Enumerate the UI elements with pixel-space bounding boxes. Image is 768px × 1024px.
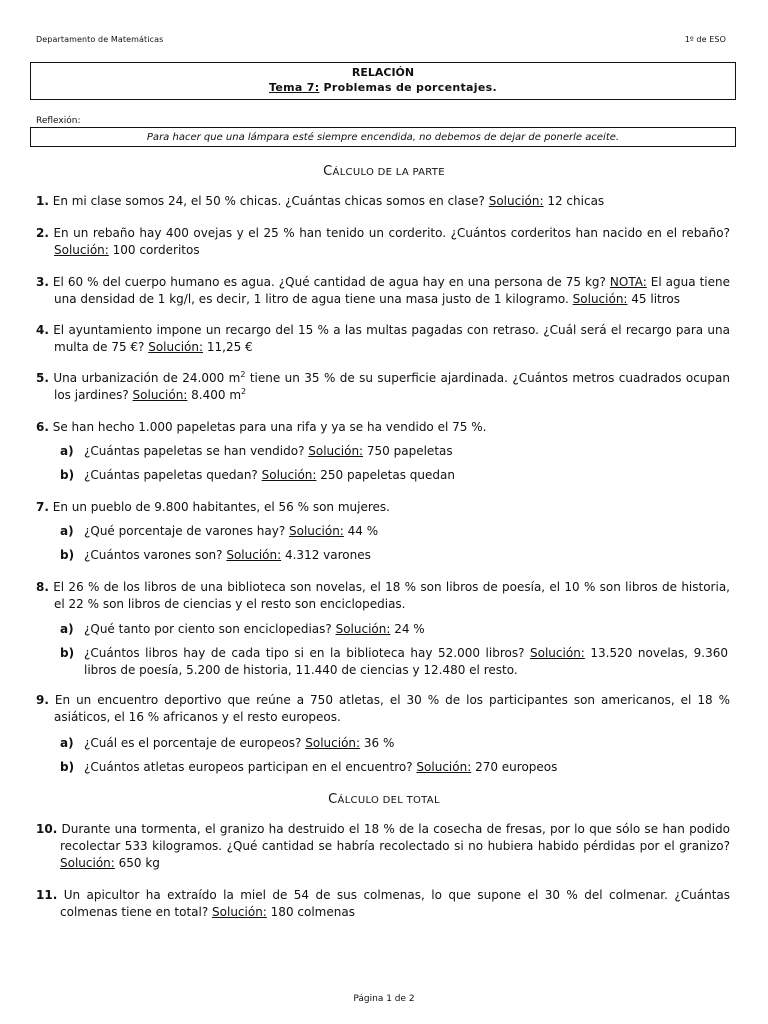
tema-label: Tema 7:	[269, 81, 320, 94]
problem-6b: b) ¿Cuántas papeletas quedan? Solución: 250 papeletas quedan	[60, 468, 455, 482]
problem-11: 11. Un apicultor ha extraído la miel de 54 de sus colmenas, lo que supone el 30 % del colmenar. ¿Cuántas colmenas tiene en total? Solución: 180 colmenas	[36, 888, 730, 919]
title-relacion: RELACIÓN	[351, 66, 415, 79]
header-course: 1º de ESO	[684, 35, 726, 44]
problem-5: 5. Una urbanización de 24.000 $m^2$ tiene un 35 % de su superficie ajardinada. ¿Cuántos metros cuadrados ocupan los jardines? Solución: 8.400 $m^2$	[36, 370, 730, 402]
reflection-box: Para hacer que una lámpara esté siempre encendida, no debemos de dejar de ponerle aceite.	[30, 127, 736, 147]
problem-6a: a) ¿Cuántas papeletas se han vendido? Solución: 750 papeletas	[60, 444, 453, 458]
problem-7b: b) ¿Cuántos varones son? Solución: 4.312 varones	[60, 548, 371, 562]
problem-8a: a) ¿Qué tanto por ciento son enciclopedias? Solución: 24 %	[60, 622, 425, 636]
header-department: Departamento de Matemáticas	[36, 35, 164, 44]
reflection-label: Reflexión:	[36, 116, 81, 126]
problem-9b: b) ¿Cuántos atletas europeos participan en el encuentro? Solución: 270 europeos	[60, 760, 558, 774]
title-tema	[31, 81, 735, 94]
tema-text: Problemas de porcentajes.	[319, 81, 497, 94]
problem-2: 2. En un rebaño hay 400 ovejas y el 25 % han tenido un corderito. ¿Cuántos corderitos han nacido en el rebaño? Solución: 100 corderitos	[36, 226, 730, 257]
problem-9a: a) ¿Cuál es el porcentaje de europeos? Solución: 36 %	[60, 736, 395, 750]
title-box	[30, 62, 736, 100]
problem-8b: b) ¿Cuántos libros hay de cada tipo si en la biblioteca hay 52.000 libros? Solución: 13.520 novelas, 9.360 libros de poesía, 5.200 de historia, 11.440 de ciencias y 12.480 el resto.	[60, 646, 728, 677]
problem-3: 3. El 60 % del cuerpo humano es agua. ¿Qué cantidad de agua hay en una persona de 75 kg? NOTA: El agua tiene una densidad de 1 kg/l, es decir, 1 litro de agua tiene una masa justo de 1 kilogramo. Solución: 45 litros	[36, 275, 730, 306]
page-footer: Página 1 de 2	[353, 994, 415, 1004]
section-calculo-parte: CÁLCULO DE LA PARTE	[323, 164, 445, 179]
problem-4: 4. El ayuntamiento impone un recargo del 15 % a las multas pagadas con retraso. ¿Cuál será el recargo para una multa de 75 €? Solución: 11,25 €	[36, 323, 730, 354]
section-calculo-total: CÁLCULO DEL TOTAL	[328, 792, 440, 807]
problem-7: 7. En un pueblo de 9.800 habitantes, el 56 % son mujeres.	[36, 500, 390, 514]
problem-7a: a) ¿Qué porcentaje de varones hay? Solución: 44 %	[60, 524, 379, 538]
problem-9: 9. En un encuentro deportivo que reúne a 750 atletas, el 30 % de los participantes son americanos, el 18 % asiáticos, el 16 % africanos y el resto europeos.	[36, 693, 730, 724]
problem-10: 10. Durante una tormenta, el granizo ha destruido el 18 % de la cosecha de fresas, por lo que sólo se han podido recolectar 533 kilogramos. ¿Qué cantidad se habría recolectado si no hubiera habido pérdidas por el granizo? Solución: 650 kg	[36, 822, 730, 870]
problem-6: 6. Se han hecho 1.000 papeletas para una rifa y ya se ha vendido el 75 %.	[36, 420, 487, 434]
problem-8: 8. El 26 % de los libros de una biblioteca son novelas, el 18 % son libros de poesía, el 10 % son libros de historia, el 22 % son libros de ciencias y el resto son enciclopedias.	[36, 580, 730, 611]
problem-1: 1. En mi clase somos 24, el 50 % chicas. ¿Cuántas chicas somos en clase? Solución: 12 chicas	[36, 194, 605, 208]
